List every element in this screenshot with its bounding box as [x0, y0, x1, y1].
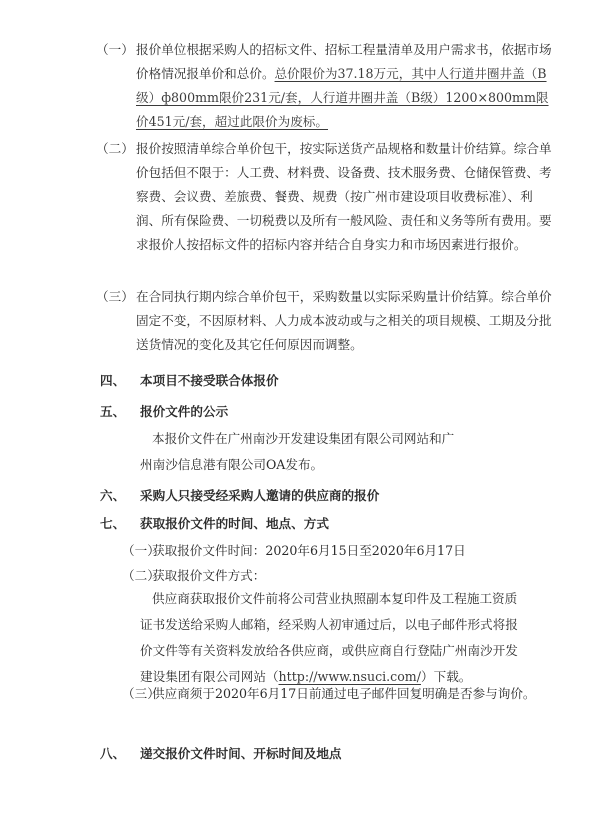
section-4-heading	[100, 371, 279, 391]
item-2-label: 获取报价文件方式：	[152, 568, 266, 583]
section-6-heading	[100, 486, 379, 506]
section-8-heading	[100, 744, 342, 764]
item-1-number: （一）	[122, 543, 160, 558]
section-4-number: 四、	[100, 373, 126, 388]
section-7-title: 获取报价文件的时间、地点、方式	[140, 516, 329, 531]
section-4-title: 本项目不接受联合体报价	[140, 373, 279, 388]
section-5-heading	[100, 402, 228, 422]
item-1-value: 2020年6月15日至2020年6月17日	[265, 543, 466, 558]
item-2-number: （二）	[122, 568, 160, 583]
section-7-heading	[100, 514, 329, 534]
item-2-body-b: ）下载。	[421, 669, 472, 684]
clause-1-number: （一）	[96, 42, 134, 57]
clause-1-text-a: 报价单位根据采购人的招标文件、招标工程量清单及用户需求书，依据市场价格情况报单价和总价。	[136, 42, 552, 81]
item-3-number: （三）	[122, 686, 160, 701]
section-8-title: 递交报价文件时间、开标时间及地点	[140, 746, 342, 761]
section-5-title: 报价文件的公示	[140, 404, 229, 419]
website-link[interactable]: http://www.nsuci.com/	[278, 669, 421, 684]
section-5-number: 五、	[100, 404, 126, 419]
clause-2-number: （二）	[96, 141, 134, 156]
clause-1-text	[136, 38, 556, 134]
clause-3-number: （三）	[96, 289, 134, 304]
section-7-number: 七、	[100, 516, 126, 531]
section-6-title: 采购人只接受经采购人邀请的供应商的报价	[140, 488, 380, 503]
section-7-item-3	[122, 684, 536, 704]
section-7-item-2	[122, 566, 265, 586]
section-7-item-1	[122, 541, 466, 561]
item-1-label: 获取报价文件时间：	[152, 543, 266, 558]
price-limit-text: 总价限价为37.18万元，其中人行道井圈井盖（B级）ф800mm限价231元/套，人行道井圈井盖（B级）1200×800mm限价451元/套，超过此限价为废标。	[136, 66, 549, 129]
clause-3-text: 在合同执行期内综合单价包干，采购数量以实际采购量计价结算。综合单价固定不变，不因原材料、人力成本波动或与之相关的项目规模、工期及分批送货情况的变化及其它任何原因而调整。	[136, 289, 552, 352]
item-2-body-a: 供应商获取报价文件前将公司营业执照副本复印件及工程施工资质证书发送给采购人邮箱，经采购人初审通过后，以电子邮件形式将报价文件等有关资料发放给各供应商，或供应商自行登陆广州南沙开发建设集团有限公司网站（	[140, 591, 518, 684]
item-2-body	[140, 586, 522, 690]
clause-2-text: 报价按照清单综合单价包干，按实际送货产品规格和数量计价结算。综合单价包括但不限于：人工费、材料费、设备费、技术服务费、仓储保管费、考察费、会议费、差旅费、餐费、规费（按广州市建设项目收费标准）、利润、所有保险费、一切税费以及所有一般风险、责任和义务等所有费用。要求报价人按招标文件的招标内容并结合自身实力和市场因素进行报价。	[136, 141, 552, 252]
section-8-number: 八、	[100, 746, 126, 761]
item-3-text: 供应商须于2020年6月17日前通过电子邮件回复明确是否参与询价。	[152, 686, 536, 701]
section-6-number: 六、	[100, 488, 126, 503]
section-5-body: 本报价文件在广州南沙开发建设集团有限公司网站和广州南沙信息港有限公司OA发布。	[140, 431, 455, 472]
